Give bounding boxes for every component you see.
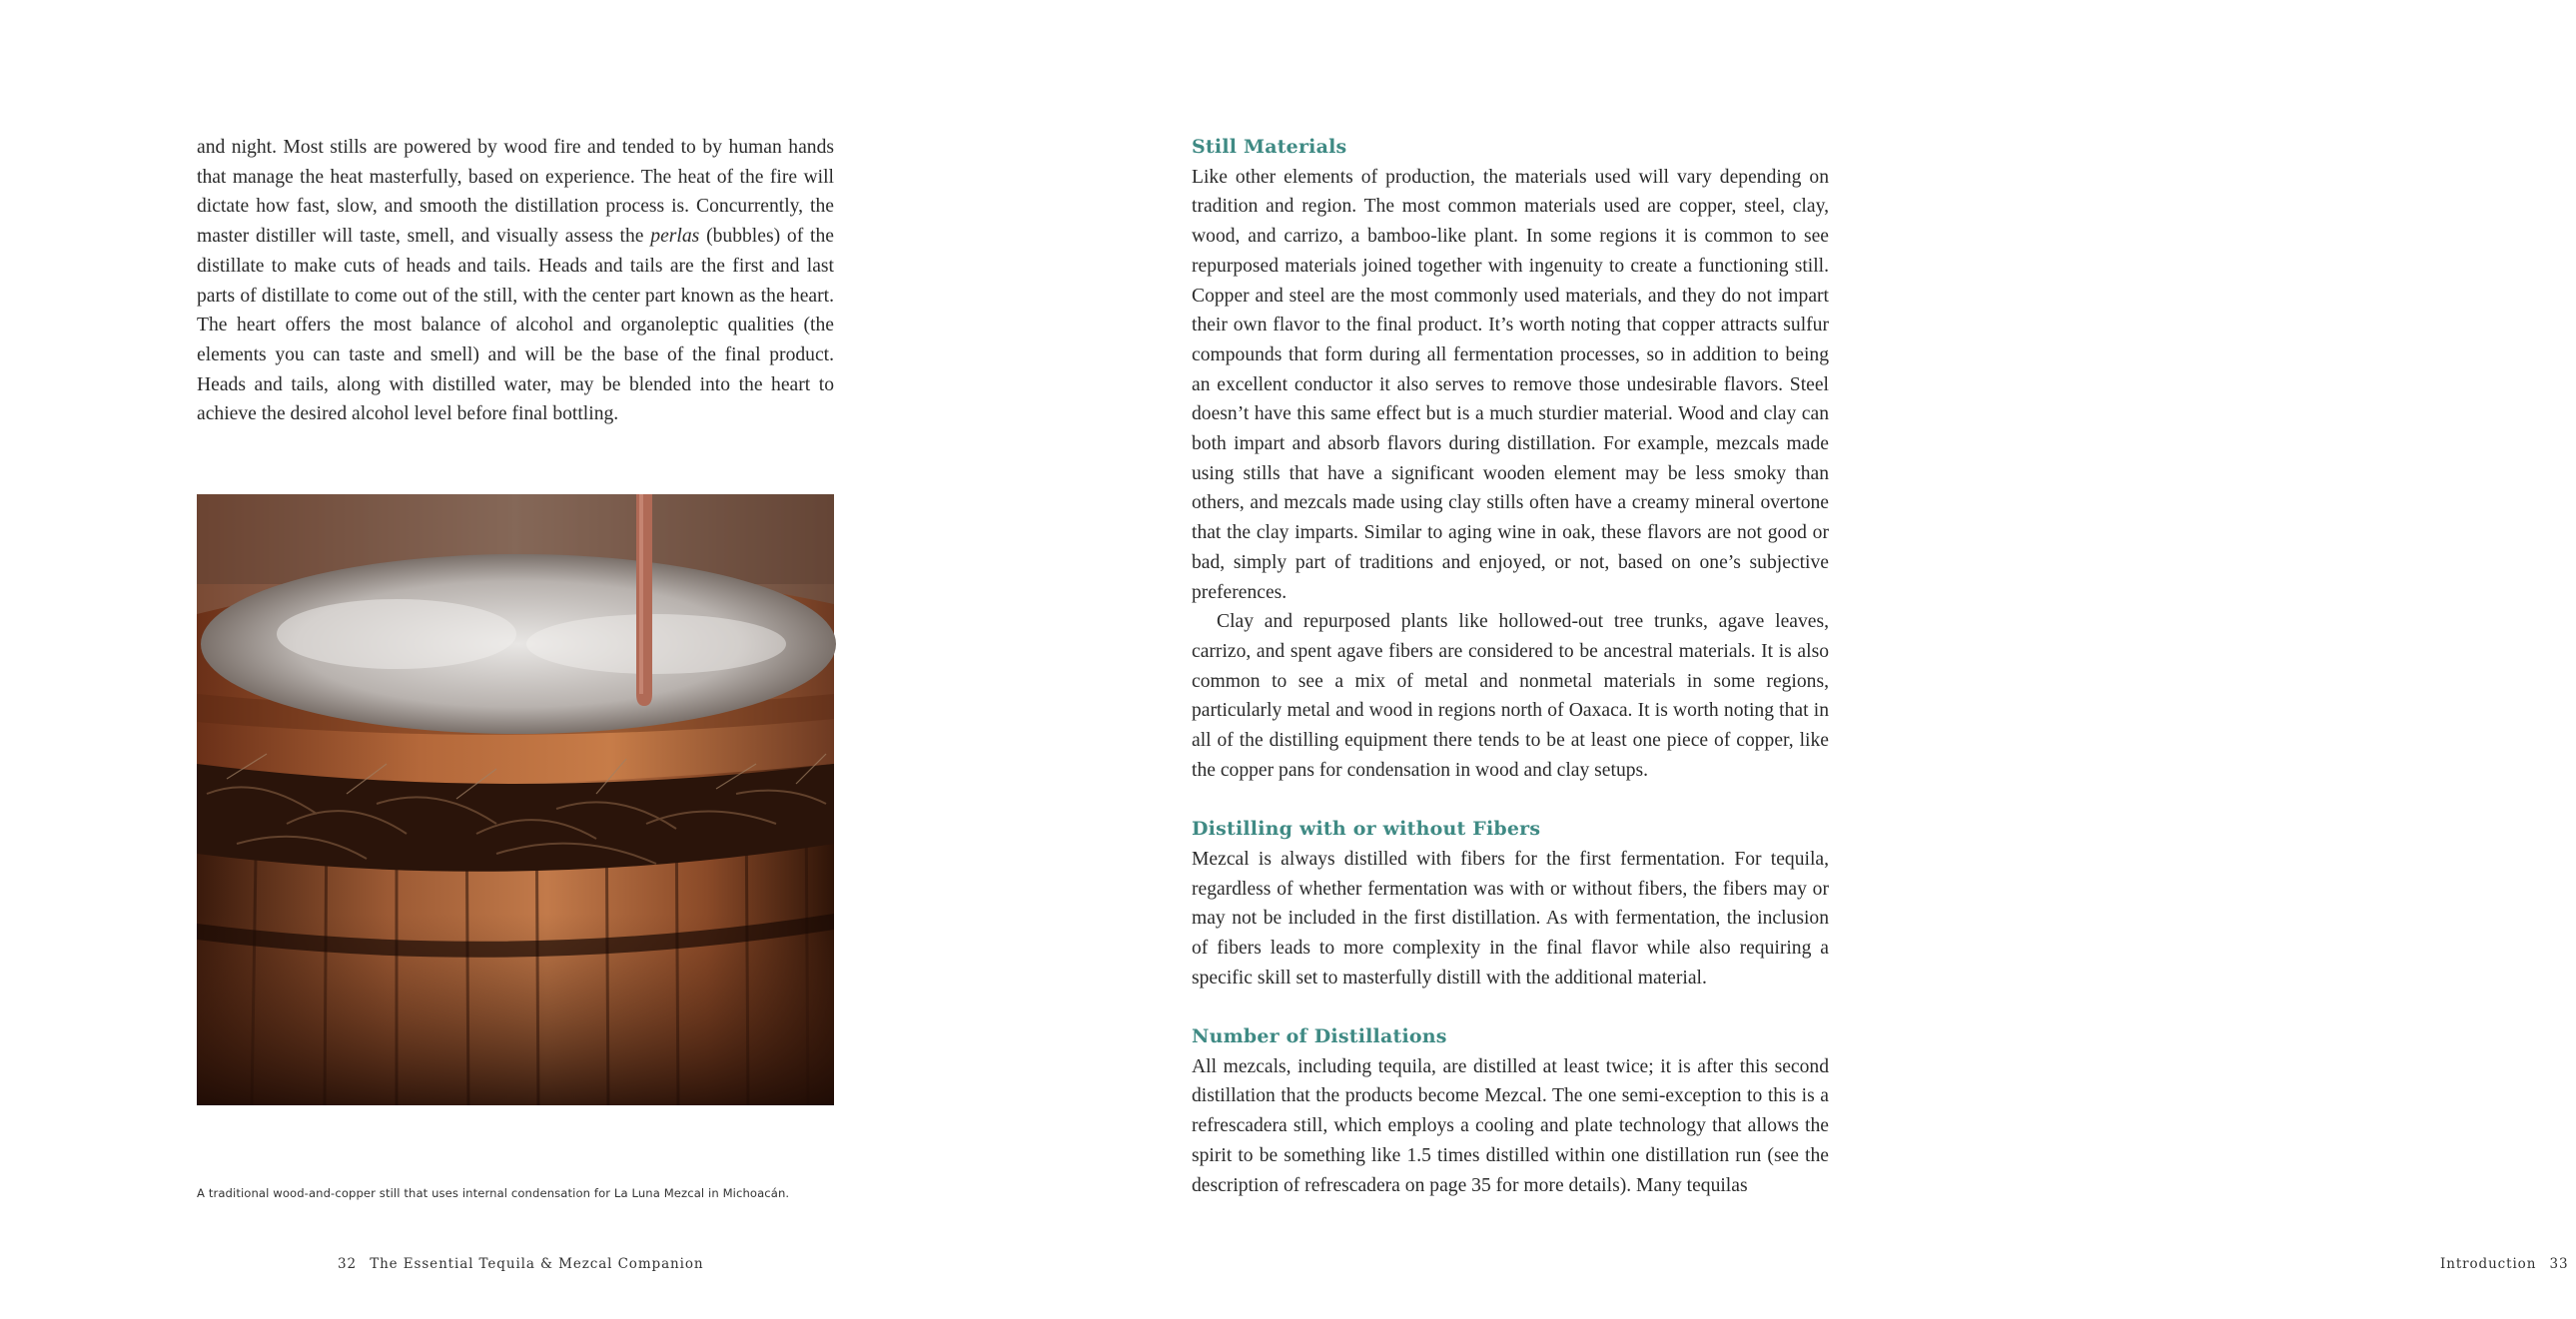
left-page bbox=[0, 0, 999, 1319]
section-heading-fibers: Distilling with or without Fibers bbox=[1192, 818, 1541, 841]
page-number: 32 bbox=[338, 1256, 357, 1272]
paragraph-text-start: and night. Most stills are powered by wood fire and tended to by human hands that manage the heat masterfully, based on experience. The heat of the fire will dictate how fast, slow, and smooth the distillation process is. Concurrently, the master distiller will taste, smell, and visually assess the bbox=[197, 137, 834, 248]
right-text-column bbox=[1192, 133, 1829, 1200]
left-text-column bbox=[197, 133, 834, 429]
paragraph-still-materials-1: Like other elements of production, the materials used will vary depending on tradition and region. The most common materials used are copper, steel, clay, wood, and carrizo, a bamboo-like plant. In some regions it is common to see repurposed materials joined together with ingenuity to create a functioning still. Copper and steel are the most commonly used materials, and they do not impart their own flavor to the final product. It’s worth noting that copper attracts sulfur compounds that form during all fermentation processes, so in addition to being an excellent conductor it also serves to remove those undesirable flavors. Steel doesn’t have this same effect but is a much sturdier material. Wood and clay can both impart and absorb flavors during distillation. For example, mezcals made using stills that have a significant wooden element may be less smoky than others, and mezcals made using clay stills often have a creamy mineral overtone that the clay imparts. Similar to aging wine in oak, these flavors are not good or bad, simply part of traditions and enjoyed, or not, based on one’s subjective preferences. bbox=[1192, 166, 1829, 603]
paragraph-still-materials-2: Clay and repurposed plants like hollowed-out tree trunks, agave leaves, carrizo, and spent agave fibers are considered to be ancestral materials. It is also common to see a mix of metal and nonmetal materials in some regions, particularly metal and wood in regions north of Oaxaca. It is worth noting that in all of the distilling equipment there tends to be at least one piece of copper, like the copper pans for condensation in wood and clay setups. bbox=[1192, 611, 1829, 781]
section-heading-distillations: Number of Distillations bbox=[1192, 1025, 1447, 1048]
folio-left bbox=[330, 1256, 703, 1272]
photo-caption: A traditional wood-and-copper still that uses internal condensation for La Luna Mezcal in Michoacán. bbox=[197, 1186, 790, 1200]
paragraph-fibers: Mezcal is always distilled with fibers for the first fermentation. For tequila, regardless of whether fermentation was with or without fibers, the fibers may or may not be included in the first distillation. As with fermentation, the inclusion of fibers leads to more complexity in the final flavor while also requiring a specific skill set to masterfully distill with the additional material. bbox=[1192, 848, 1829, 989]
paragraph-text-end: (bubbles) of the distillate to make cuts of heads and tails. Heads and tails are the first and last parts of distillate to come out of the still, with the center part known as the heart. The heart offers the most balance of alcohol and organoleptic qualities (the elements you can taste and smell) and will be the base of the final product. Heads and tails, along with distilled water, may be blended into the heart to achieve the desired alcohol level before final bottling. bbox=[197, 226, 834, 425]
copper-still-photo bbox=[197, 494, 834, 1105]
right-page bbox=[999, 0, 2569, 1319]
chapter-title: Introduction bbox=[2440, 1256, 2537, 1272]
italic-term: perlas bbox=[650, 226, 700, 248]
page-number: 33 bbox=[2549, 1256, 2569, 1272]
book-title: The Essential Tequila & Mezcal Companion bbox=[370, 1256, 704, 1272]
left-paragraph bbox=[197, 133, 834, 429]
folio-right bbox=[2440, 1256, 2576, 1272]
section-heading-still-materials: Still Materials bbox=[1192, 136, 1347, 158]
paragraph-distillations: All mezcals, including tequila, are distilled at least twice; it is after this second distillation that the products become Mezcal. The one semi-exception to this is a refrescadera still, which employs a cooling and plate technology that allows the spirit to be something like 1.5 times distilled within one distillation run (see the description of refrescadera on page 35 for more details). Many tequilas bbox=[1192, 1055, 1829, 1196]
